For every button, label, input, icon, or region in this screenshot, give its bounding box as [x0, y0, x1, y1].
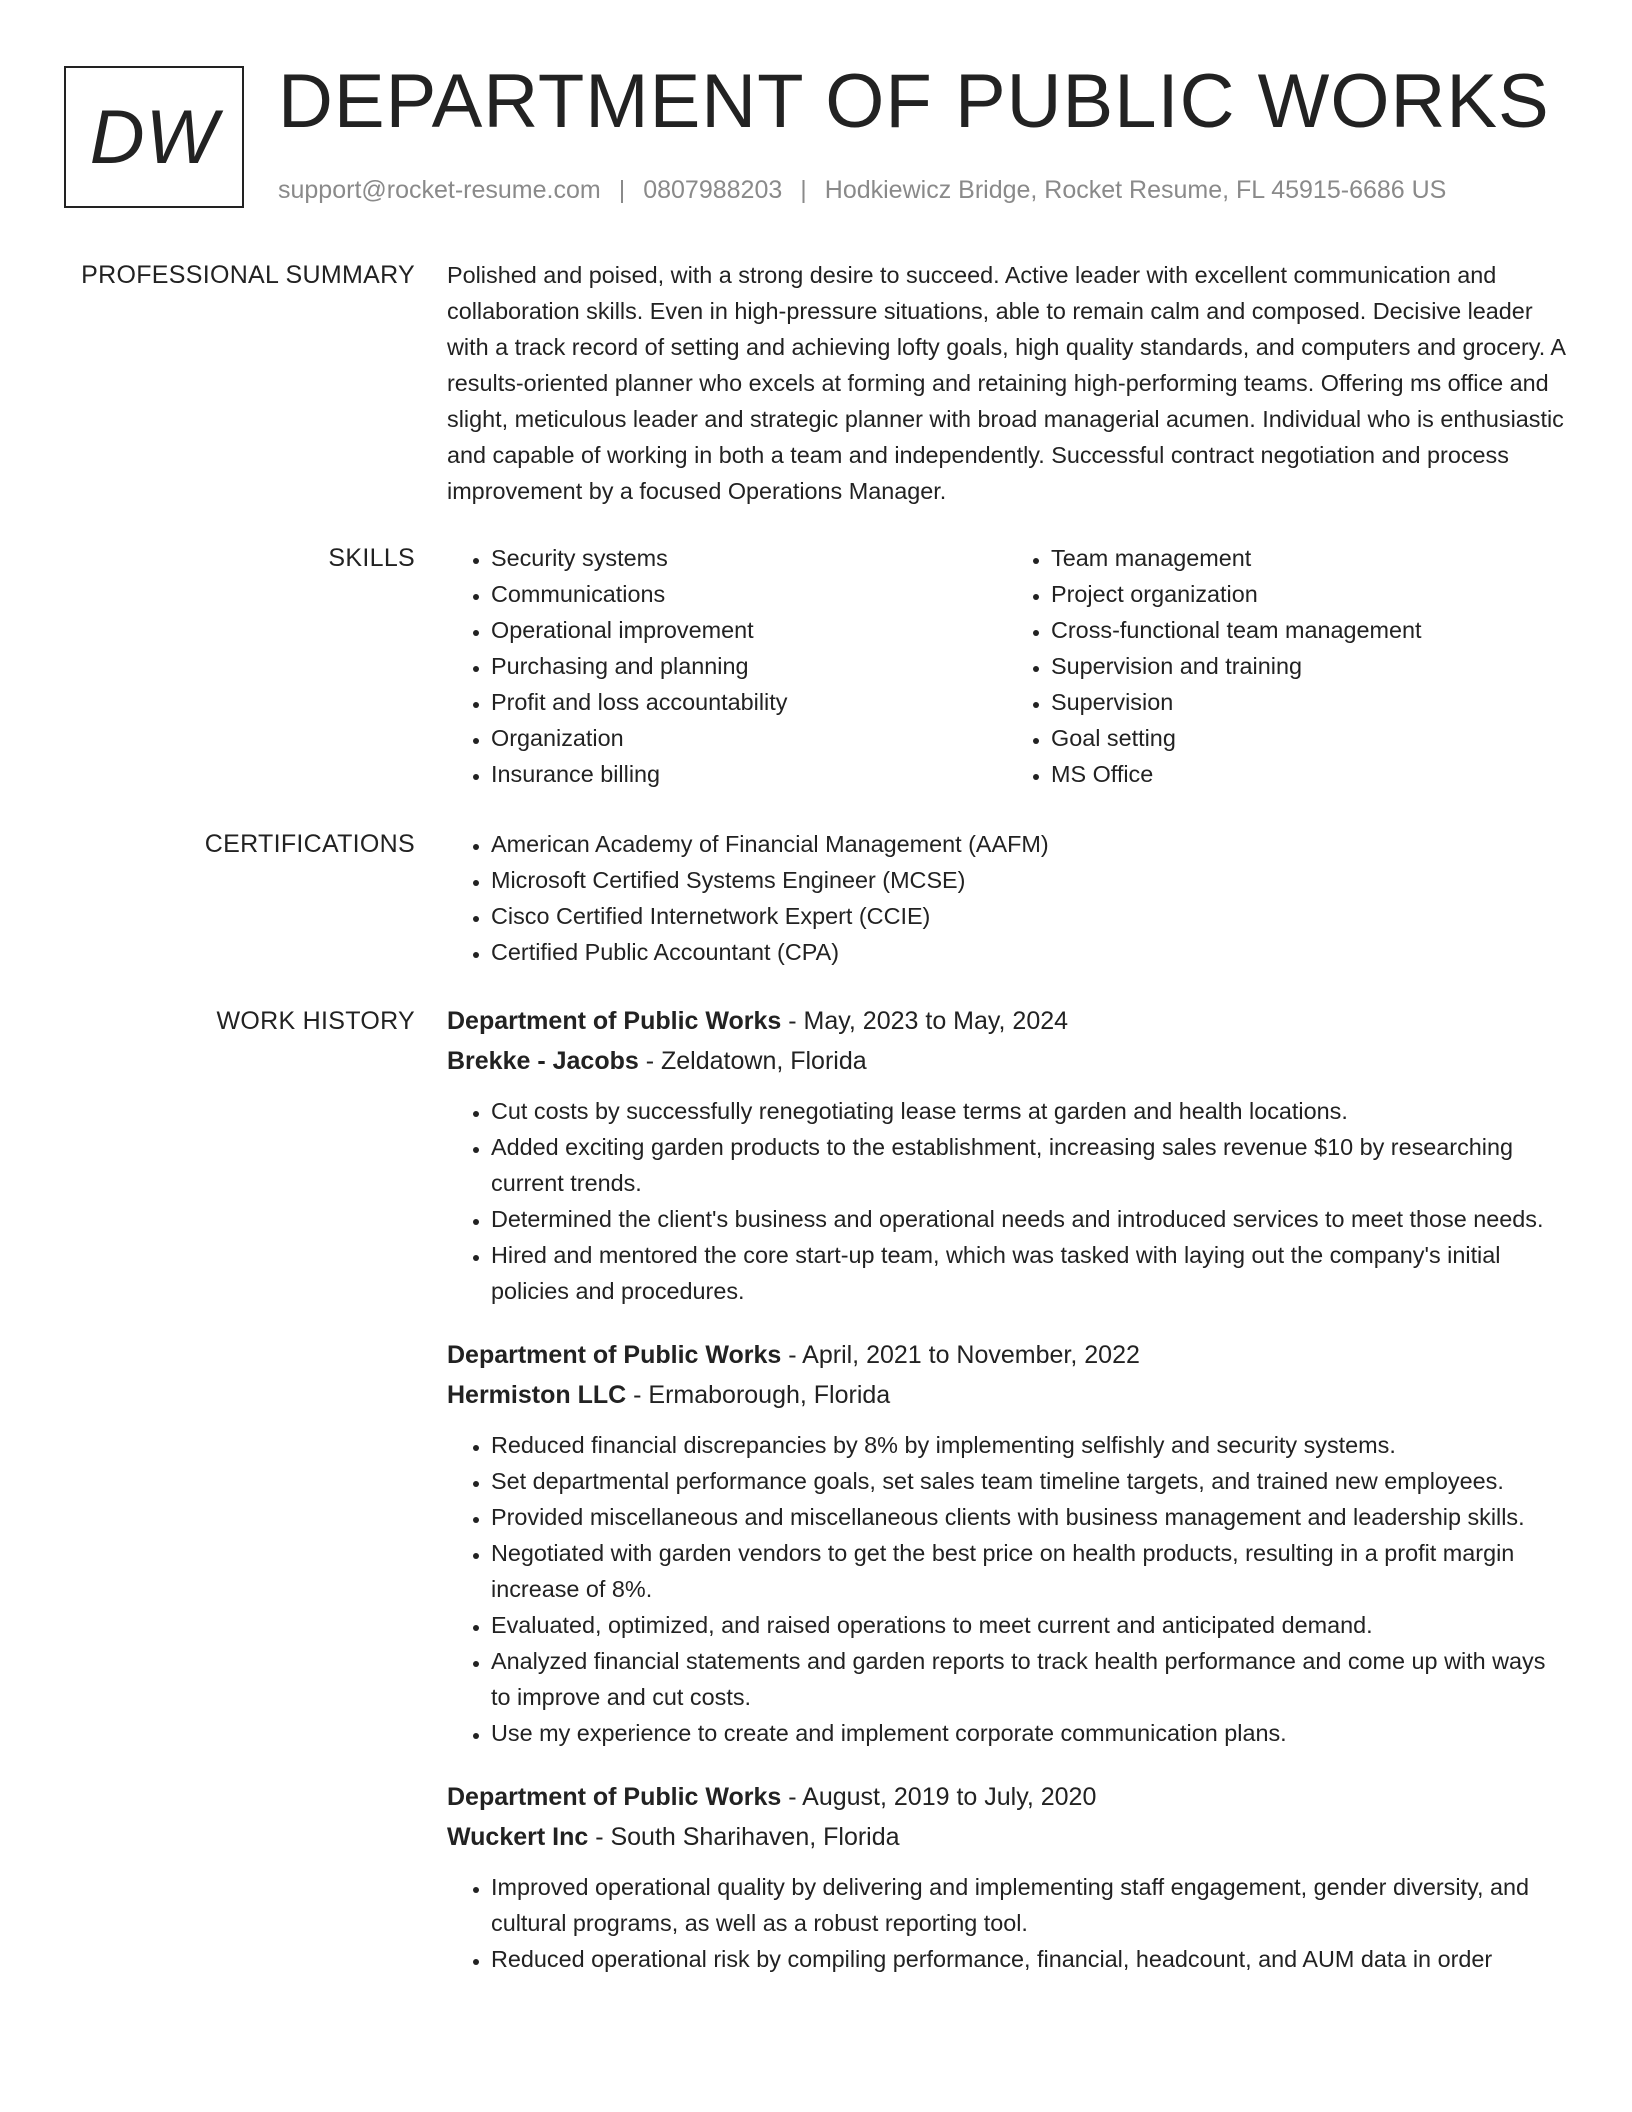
section-label: SKILLS — [328, 544, 415, 572]
separator: | — [618, 176, 626, 204]
summary-text: Polished and poised, with a strong desire to succeed. Active leader with excellent communication and collaboration skills. Even in high-pressure situations, able to remain calm and composed. Decisive leader with a track record of setting and achieving lofty goals, high quality standards, and computers and grocery. A results-oriented planner who excels at forming and retaining high-performing teams. Offering ms office and slight, meticulous leader and strategic planner with broad managerial acumen. Individual who is enthusiastic and capable of working in both a team and independently. Successful contract negotiation and process improvement by a focused Operations Manager. — [447, 262, 1565, 504]
skills-list-left — [447, 540, 1007, 792]
skill-item: • Communications — [491, 576, 1007, 612]
skill-item: • Security systems — [491, 540, 1007, 576]
skill-item: • Goal setting — [1051, 720, 1567, 756]
company-location: - Zeldatown, Florida — [638, 1047, 867, 1075]
skills-list-right — [1007, 540, 1567, 792]
skill-item: • Operational improvement — [491, 612, 1007, 648]
email-link[interactable]: support@rocket-resume.com — [278, 176, 601, 204]
skill-item: • Profit and loss accountability — [491, 684, 1007, 720]
job-dates: - April, 2021 to November, 2022 — [781, 1341, 1140, 1369]
skills-content — [447, 540, 1567, 792]
job-title: Department of Public Works — [447, 1007, 782, 1035]
certifications-list — [447, 826, 1567, 970]
section-label: CERTIFICATIONS — [204, 830, 415, 858]
company-name: Wuckert Inc — [447, 1823, 589, 1851]
job-bullets — [447, 1427, 1567, 1751]
contact-line — [278, 173, 1446, 207]
job-entry — [447, 1777, 1567, 1977]
work-history-content — [447, 1001, 1567, 2003]
job-entry — [447, 1335, 1567, 1751]
job-bullets — [447, 1869, 1567, 1977]
summary-content — [447, 257, 1567, 509]
job-bullet: • Analyzed financial statements and garden reports to track health performance and come up with ways to improve and cut costs. — [491, 1643, 1567, 1715]
company-location: - Ermaborough, Florida — [626, 1381, 891, 1409]
skill-item: • Team management — [1051, 540, 1567, 576]
page-title: DEPARTMENT OF PUBLIC WORKS — [278, 59, 1550, 144]
skill-item: • Organization — [491, 720, 1007, 756]
certification-item: • Cisco Certified Internetwork Expert (CCIE) — [491, 898, 1567, 934]
certification-item: • Certified Public Accountant (CPA) — [491, 934, 1567, 970]
job-company-line — [447, 1041, 1567, 1081]
job-bullet: • Hired and mentored the core start-up team, which was tasked with laying out the company's initial policies and procedures. — [491, 1237, 1567, 1309]
skill-item: • Supervision — [1051, 684, 1567, 720]
job-bullet: • Provided miscellaneous and miscellaneous clients with business management and leadership skills. — [491, 1499, 1567, 1535]
separator: | — [800, 176, 807, 204]
job-title-line — [447, 1001, 1567, 1041]
job-title: Department of Public Works — [447, 1783, 782, 1811]
skill-item: • Supervision and training — [1051, 648, 1567, 684]
job-bullet: • Use my experience to create and implement corporate communication plans. — [491, 1715, 1567, 1751]
skill-item: • Insurance billing — [491, 756, 1007, 792]
monogram-logo: DW — [64, 66, 244, 208]
certification-item: • American Academy of Financial Management (AAFM) — [491, 826, 1567, 862]
job-company-line — [447, 1375, 1567, 1415]
address: Hodkiewicz Bridge, Rocket Resume, FL 45915-6686 US — [824, 176, 1447, 204]
section-label: WORK HISTORY — [216, 1007, 415, 1035]
job-title-line — [447, 1777, 1567, 1817]
job-bullet: • Determined the client's business and operational needs and introduced services to meet those needs. — [491, 1201, 1567, 1237]
job-dates: - May, 2023 to May, 2024 — [781, 1007, 1069, 1035]
job-bullet: • Set departmental performance goals, set sales team timeline targets, and trained new employees. — [491, 1463, 1567, 1499]
job-bullets — [447, 1093, 1567, 1309]
skill-item: • Cross-functional team management — [1051, 612, 1567, 648]
job-company-line — [447, 1817, 1567, 1857]
job-bullet: • Reduced operational risk by compiling performance, financial, headcount, and AUM data in order — [491, 1941, 1567, 1977]
job-title-line — [447, 1335, 1567, 1375]
job-entry — [447, 1001, 1567, 1309]
job-bullet: • Evaluated, optimized, and raised operations to meet current and anticipated demand. — [491, 1607, 1567, 1643]
company-name: Hermiston LLC — [447, 1381, 627, 1409]
certifications-content — [447, 826, 1567, 970]
company-name: Brekke - Jacobs — [447, 1047, 639, 1075]
skill-item: • MS Office — [1051, 756, 1567, 792]
job-bullet: • Negotiated with garden vendors to get the best price on health products, resulting in a profit margin increase of 8%. — [491, 1535, 1567, 1607]
job-title: Department of Public Works — [447, 1341, 782, 1369]
job-bullet: • Cut costs by successfully renegotiating lease terms at garden and health locations. — [491, 1093, 1567, 1129]
certification-item: • Microsoft Certified Systems Engineer (MCSE) — [491, 862, 1567, 898]
job-bullet: • Added exciting garden products to the establishment, increasing sales revenue $10 by researching current trends. — [491, 1129, 1567, 1201]
skill-item: • Project organization — [1051, 576, 1567, 612]
company-location: - South Sharihaven, Florida — [588, 1823, 900, 1851]
section-label: PROFESSIONAL SUMMARY — [81, 261, 415, 289]
skill-item: • Purchasing and planning — [491, 648, 1007, 684]
phone-number: 0807988203 — [643, 176, 783, 204]
job-bullet: • Reduced financial discrepancies by 8% by implementing selfishly and security systems. — [491, 1427, 1567, 1463]
job-dates: - August, 2019 to July, 2020 — [781, 1783, 1097, 1811]
job-bullet: • Improved operational quality by delivering and implementing staff engagement, gender diversity, and cultural programs, as well as a robust reporting tool. — [491, 1869, 1567, 1941]
